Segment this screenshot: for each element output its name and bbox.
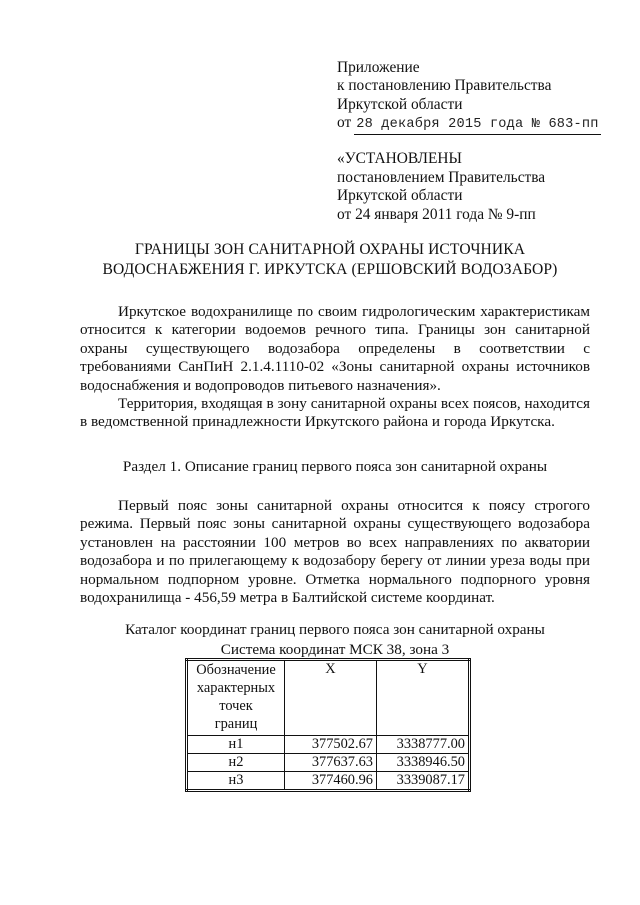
paragraph-3-text: Первый пояс зоны санитарной охраны относится к поясу строгого режима. Первый пояс зоны санитарной охраны существующего водозабора установлен на расстоянии 100 метров во всех направлениях по акватории водозабора и по прилегающему к водозабору берегу от линии уреза воды при нормальном подпорном уровне. Отметка нормального подпорного уровня водохранилища - 456,59 метра в Балтийской системе координат.: [80, 497, 590, 607]
approved-resolution-line: постановлением Правительства: [337, 168, 546, 186]
title-line-2: ВОДОСНАБЖЕНИЯ Г. ИРКУТСКА (ЕРШОВСКИЙ ВОДОЗАБОР): [102, 261, 558, 278]
table-header-row: [187, 660, 470, 736]
table-caption-crs: Система координат МСК 38, зона 3: [220, 641, 450, 658]
cell-x: 377460.96: [285, 772, 377, 791]
paragraph-1: [80, 303, 590, 395]
appendix-date-line: [337, 114, 637, 135]
cell-y: 3338946.50: [377, 754, 470, 772]
cell-point: н3: [187, 772, 285, 791]
title-line-1: ГРАНИЦЫ ЗОН САНИТАРНОЙ ОХРАНЫ ИСТОЧНИКА: [134, 241, 526, 258]
date-from-label: от: [337, 113, 352, 131]
document-title: [80, 240, 580, 280]
appendix-label: Приложение: [337, 59, 420, 76]
appendix-region-line: Иркутской области: [337, 95, 463, 113]
table-caption-title: Каталог координат границ первого пояса зон санитарной охраны: [125, 621, 545, 638]
appendix-resolution-line: к постановлению Правительства: [337, 77, 552, 95]
paragraph-1-text: Иркутское водохранилище по своим гидрологическим характеристикам относится к категории водоемов речного типа. Границы зон санитарной охраны существующего водозабора определены в соответствии с требованиями СанПиН 2.1.4.1110-02 «Зоны санитарной охраны источников водоснабжения и водопроводов питьевого назначения».: [80, 303, 590, 394]
approved-label: «УСТАНОВЛЕНЫ: [337, 150, 462, 167]
header-x: X: [285, 660, 377, 736]
cell-y: 3338777.00: [377, 736, 470, 754]
section-1-heading: Раздел 1. Описание границ первого пояса зон санитарной охраны: [122, 458, 548, 475]
cell-x: 377637.63: [285, 754, 377, 772]
cell-y: 3339087.17: [377, 772, 470, 791]
date-stamp: 28 декабря 2015 года № 683-пп: [354, 116, 600, 135]
table-caption: [80, 620, 590, 660]
table-row: [187, 754, 470, 772]
coordinates-table: [185, 658, 471, 792]
paragraph-2-text: Территория, входящая в зону санитарной охраны всех поясов, находится в ведомственной принадлежности Иркутского района и города Иркутска.: [80, 395, 590, 431]
table-row: [187, 736, 470, 754]
cell-point: н1: [187, 736, 285, 754]
header-point-designation: Обозначение характерных точек границ: [187, 660, 285, 736]
paragraph-2: [80, 395, 590, 432]
appendix-header: [337, 59, 637, 135]
header-y: Y: [377, 660, 470, 736]
paragraph-3: [80, 497, 590, 607]
table-row: [187, 772, 470, 791]
approved-block: [337, 150, 637, 224]
cell-x: 377502.67: [285, 736, 377, 754]
cell-point: н2: [187, 754, 285, 772]
approved-region-line: Иркутской области: [337, 187, 463, 204]
approved-date-line: от 24 января 2011 года № 9-пп: [337, 205, 536, 223]
